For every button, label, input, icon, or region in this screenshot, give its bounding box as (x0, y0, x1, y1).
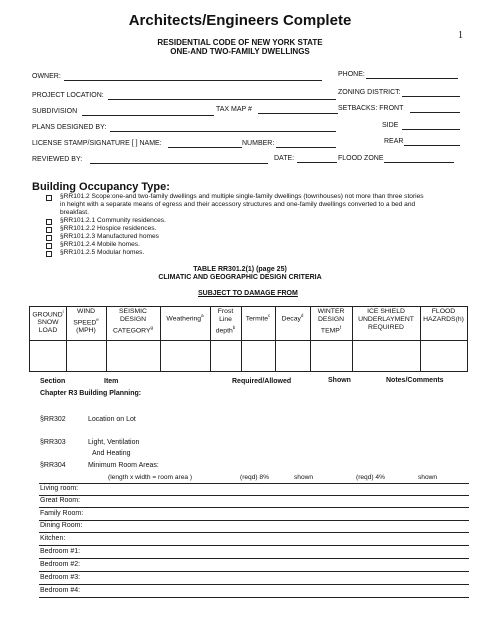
section-rr302: §RR302 (40, 416, 66, 423)
room-bedroom-3: Bedroom #3: (40, 574, 81, 581)
item-light-ventilation: Light, Ventilation (88, 439, 140, 446)
chapter-heading: Chapter R3 Building Planning: (40, 390, 142, 397)
design-criteria-table (29, 306, 468, 372)
flood-zone-label: FLOOD ZONE (338, 155, 384, 162)
license-number-field[interactable] (276, 147, 336, 148)
occupancy-item-manufactured: §RR101.2.3 Manufactured homes (60, 233, 159, 240)
room-rule-6 (39, 558, 469, 559)
room-area-formula: (length x width = room area ) (108, 474, 193, 481)
room-great: Great Room: (40, 497, 81, 504)
col-notes-header: Notes/Comments (386, 377, 444, 384)
room-living: Living room: (40, 485, 79, 492)
room-rule-5 (39, 545, 469, 546)
subtitle-line-2: ONE-AND TWO-FAMILY DWELLINGS (170, 47, 310, 56)
number-label: NUMBER: (242, 140, 275, 147)
checkbox-scope[interactable] (46, 195, 52, 201)
project-location-label: PROJECT LOCATION: (32, 92, 104, 99)
room-rule-2 (39, 507, 469, 508)
occupancy-item-modular: §RR101.2.5 Modular homes. (60, 249, 145, 256)
checkbox-hospice[interactable] (46, 227, 52, 233)
col-winter-design: WINTER DESIGN TEMP$^f$ (317, 308, 345, 335)
owner-field[interactable] (64, 80, 322, 81)
subdivision-label: SUBDIVISION (32, 108, 78, 115)
col-ground-snow: GROUND$^i$ SNOW LOAD (32, 309, 64, 335)
table-title: TABLE RR301.2(1) (page 25) (193, 266, 287, 273)
section-rr304: §RR304 (40, 462, 66, 469)
col-frost-line: Frost Line depth$^b$ (215, 308, 236, 335)
plans-designed-by-label: PLANS DESIGNED BY: (32, 124, 107, 131)
item-location-on-lot: Location on Lot (88, 416, 136, 423)
col-item-header: Item (104, 378, 119, 385)
col-decay: Decay$^d$ (281, 313, 304, 323)
col-seismic: SEISMIC DESIGN CATEGORY$^g$ (112, 308, 154, 335)
setbacks-front-label: SETBACKS: FRONT (338, 105, 404, 112)
col-section-header: Section (40, 378, 66, 385)
room-dining: Dining Room: (40, 522, 83, 529)
room-bedroom-4: Bedroom #4: (40, 587, 81, 594)
checkbox-manufactured[interactable] (46, 235, 52, 241)
reviewed-by-label: REVIEWED BY: (32, 156, 83, 163)
col-wind-speed: WIND SPEED$^e$ (MPH) (73, 308, 99, 335)
checkbox-community[interactable] (46, 219, 52, 225)
occupancy-item-mobile: §RR101.2.4 Mobile homes. (60, 241, 140, 248)
subtitle-line-1: RESIDENTIAL CODE OF NEW YORK STATE (157, 38, 323, 47)
setbacks-front-field[interactable] (410, 112, 460, 113)
col-required-header: Required/Allowed (232, 378, 292, 385)
tax-map-field[interactable] (258, 113, 338, 114)
room-bedroom-1: Bedroom #1: (40, 548, 81, 555)
license-name-field[interactable] (168, 147, 242, 148)
required-4-percent: (reqd) 4% (356, 474, 385, 481)
room-rule-8 (39, 584, 469, 585)
shown-4-percent: shown (418, 474, 438, 481)
project-location-field[interactable] (108, 99, 336, 100)
col-weathering: Weathering$^a$ (166, 313, 204, 323)
phone-label: PHONE: (338, 71, 365, 78)
room-rule-0 (39, 483, 469, 484)
col-ice-shield: ICE SHIELD UNDERLAYMENT REQUIRED (358, 308, 414, 331)
flood-zone-field[interactable] (384, 162, 454, 163)
subdivision-field[interactable] (82, 115, 214, 116)
item-minimum-room-areas: Minimum Room Areas: (88, 462, 159, 469)
rear-field[interactable] (404, 145, 460, 146)
occupancy-item-hospice: §RR101.2.2 Hospice residences. (60, 225, 157, 232)
phone-field[interactable] (366, 78, 458, 79)
plans-designed-by-field[interactable] (110, 131, 336, 132)
room-rule-7 (39, 571, 469, 572)
zoning-district-field[interactable] (402, 96, 460, 97)
shown-8-percent: shown (294, 474, 314, 481)
occupancy-item-community: §RR101.2.1 Community residences. (60, 217, 166, 224)
date-label: DATE: (274, 155, 295, 162)
occupancy-scope-cont-1: in height with a separate means of egress and their accessory structures and one-family dwellings converted to a bed and (60, 201, 416, 208)
room-rule-9 (39, 597, 469, 598)
side-field[interactable] (402, 129, 460, 130)
col-termite: Termite$^c$ (245, 313, 271, 323)
table-subtitle: CLIMATIC AND GEOGRAPHIC DESIGN CRITERIA (158, 274, 322, 281)
section-rr303: §RR303 (40, 439, 66, 446)
room-family: Family Room: (40, 510, 84, 517)
required-8-percent: (reqd) 8% (240, 474, 269, 481)
room-rule-4 (39, 532, 469, 533)
col-flood-hazards: FLOOD HAZARDS(h) (423, 308, 464, 323)
room-kitchen: Kitchen: (40, 535, 66, 542)
owner-label: OWNER: (32, 73, 61, 80)
occupancy-heading: Building Occupancy Type: (32, 181, 170, 193)
checkbox-modular[interactable] (46, 251, 52, 257)
date-field[interactable] (297, 162, 337, 163)
item-and-heating: And Heating (92, 450, 131, 457)
checkbox-mobile[interactable] (46, 243, 52, 249)
side-label: SIDE (382, 122, 399, 129)
col-shown-header: Shown (328, 377, 351, 384)
occupancy-scope-cont-2: breakfast. (60, 209, 89, 216)
occupancy-item-scope: §RR101.2 Scope:one-and two-family dwellings and multiple single-family dwellings (townhouses) not more than three stories (60, 193, 424, 200)
license-label: LICENSE STAMP/SIGNATURE [ ] NAME: (32, 140, 162, 147)
rear-label: REAR (384, 138, 404, 145)
room-rule-3 (39, 520, 469, 521)
damage-header: SUBJECT TO DAMAGE FROM (198, 290, 298, 297)
zoning-district-label: ZONING DISTRICT: (338, 89, 401, 96)
page-number: 1 (458, 30, 463, 41)
room-rule-1 (39, 495, 469, 496)
tax-map-label: TAX MAP # (216, 106, 252, 113)
reviewed-by-field[interactable] (90, 163, 268, 164)
document-title: Architects/Engineers Complete (128, 12, 352, 29)
room-bedroom-2: Bedroom #2: (40, 561, 81, 568)
